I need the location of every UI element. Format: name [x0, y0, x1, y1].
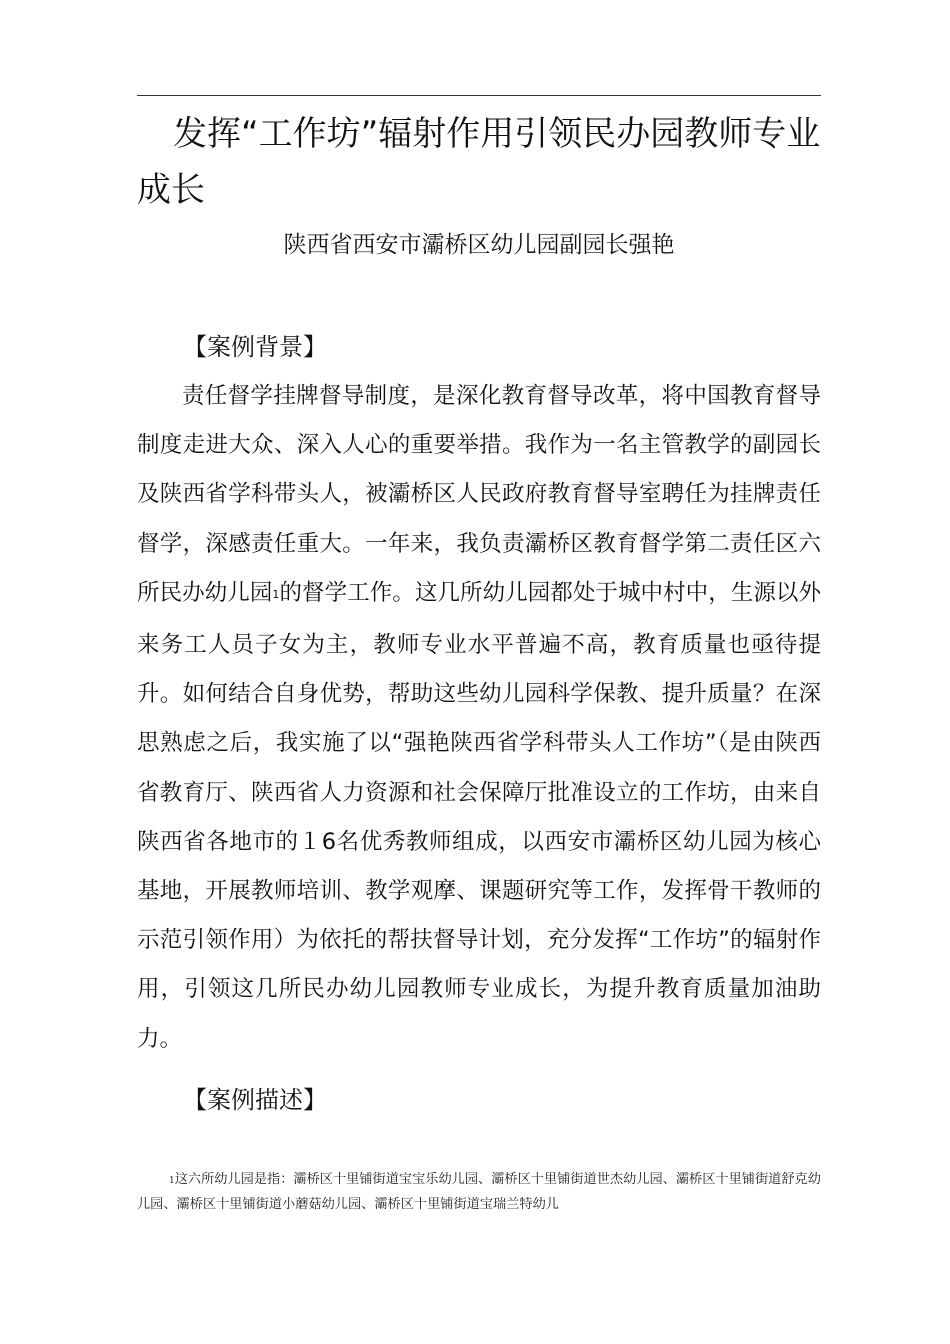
header-rule	[137, 95, 821, 96]
background-text-part2: 的督学工作。这几所幼儿园都处于城中村中，生源以外来务工人员子女为主，教师专业水平普遍不高，教育质量也亟待提升。如何结合自身优势，帮助这些幼儿园科学保教、提升质量？在深思熟虑之后，我实施了以“强艳陕西省学科带头人工作坊”（是由陕西省教育厅、陕西省人力资源和社会保障厅批准设立的工作坊，由来自陕西省各地市的１6名优秀教师组成，以西安市灞桥区幼儿园为核心基地，开展教师培训、教学观摩、课题研究等工作，发挥骨干教师的示范引领作用）为依托的帮扶督导计划，充分发挥“工作坊”的辐射作用，引领这几所民办幼儿园教师专业成长，为提升教育质量加油助力。	[137, 579, 821, 1052]
document-title: 发挥“工作坊”辐射作用引领民办园教师专业成长	[137, 114, 821, 210]
section-heading-background: 【案例背景】	[183, 333, 327, 361]
footnote	[137, 1168, 821, 1217]
footnote-text: 这六所幼儿园是指：灞桥区十里铺街道宝宝乐幼儿园、灞桥区十里铺街道世杰幼儿园、灞桥区十里铺街道舒克幼儿园、灞桥区十里铺街道小蘑菇幼儿园、灞桥区十里铺街道宝瑞兰特幼儿	[137, 1172, 821, 1212]
footnote-number: 1	[169, 1176, 175, 1186]
background-paragraph	[137, 372, 821, 1064]
background-text-part1: 责任督学挂牌督导制度，是深化教育督导改革，将中国教育督导制度走进大众、深入人心的重要举措。我作为一名主管教学的副园长及陕西省学科带头人，被灞桥区人民政府教育督导室聘任为挂牌责任督学，深感责任重大。一年来，我负责灞桥区教育督学第二责任区六所民办幼儿园	[137, 383, 821, 606]
section-heading-description: 【案例描述】	[183, 1086, 327, 1114]
footnote-reference[interactable]: 1	[272, 587, 280, 601]
author-line: 陕西省西安市灞桥区幼儿园副园长强艳	[283, 232, 675, 258]
